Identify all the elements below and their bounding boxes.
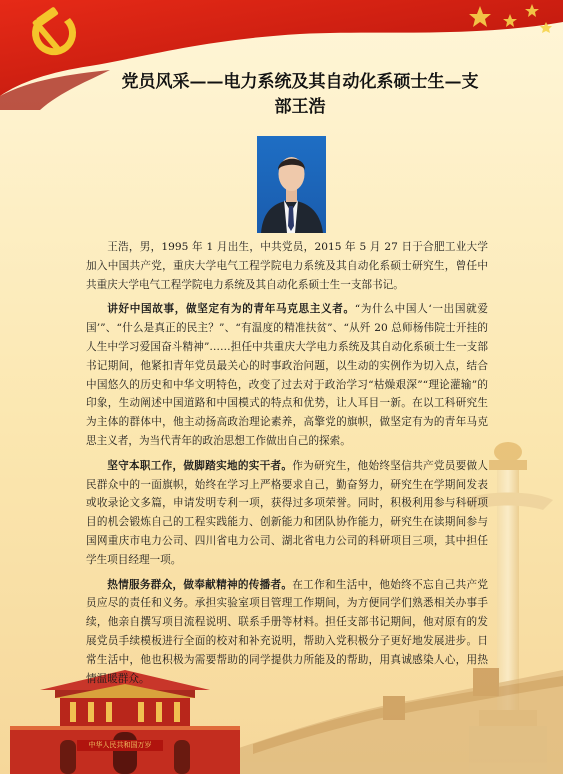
stars-decoration [360,0,560,50]
paragraph-heading: 热情服务群众，做奉献精神的传播者。 [107,578,293,591]
paragraph-text: “为什么中国人‘一出国就爱国’”、“什么是真正的民主？”、“有温度的精准扶贫”、“从歼 20 总师杨伟院士开挂的人生中学习爱国奋斗精神”……担任中共重庆大学电力系统及其自动化系硕士生一支部书记期间，他紧扣青年党员最关心的时事政治问题，以生动的实例作为切入点，结合中国悠久的历史和中华文明特色，改变了过去对于政治学习“枯燥艰深”“理论灌输”的印象，生动阐述中国道路和中国模式的特点和优势，让人耳目一新。在以工科研究生为主体的群体中，他主动扬高政治理论素养，高擎党的旗帜，做坚定有为的青年马克思主义者，为当代青年的政治思想工作做出自己的探索。 [86,303,488,447]
person-icon [257,136,326,233]
paragraph-work [86,457,488,570]
portrait-photo [257,136,326,233]
paragraph-heading: 讲好中国故事，做坚定有为的青年马克思主义者。 [107,303,355,316]
title-line-1: 党员风采——电力系统及其自动化系硕士生—支 [121,72,479,92]
paragraph-text: 在工作和生活中，他始终不忘自己共产党员应尽的责任和义务。承担实验室项目管理工作期间，为方便同学们熟悉相关办事手续，他亲自撰写项目流程说明、联系手册等材料。担任支部书记期间，他对原有的发展党员手续模板进行全面的校对和补充说明，帮助入党积极分子更好地发展进步。日常生活中，他也积极为需要帮助的同学提供力所能及的帮助，用真诚感染人心，用热情温暖群众。 [86,578,488,685]
title-line-2: 部王浩 [274,97,326,117]
paragraph-heading: 坚守本职工作，做脚踏实地的实干者。 [107,459,293,472]
paragraph-text: 作为研究生，他始终坚信共产党员要做人民群众中的一面旗帜，始终在学习上严格要求自己，勤奋努力，研究生在学期间发表或收录论文多篇，申请发明专利一项，获得过多项荣誉。同时，积极利用参与科研项目的机会锻炼自己的工程实践能力、创新能力和团队协作能力，研究生在读期间参与国网重庆市电力公司、四川省电力公司、湖北省电力公司的科研项目三项，其中担任学生项目经理一项。 [86,459,488,566]
article-body [86,238,488,694]
paragraph-intro: 王浩，男，1995 年 1 月出生，中共党员，2015 年 5 月 27 日于合肥工业大学加入中国共产党，重庆大学电气工程学院电力系统及其自动化系硕士研究生，曾任中共重庆大学电气工程学院电力系统及其自动化系硕士生一支部书记。 [86,241,488,291]
hammer-sickle-icon [22,6,92,66]
paragraph-service [86,576,488,689]
gate-slogan-sign: 中华人民共和国万岁 [77,740,163,751]
page-title [100,70,500,120]
paragraph-political-study [86,300,488,450]
